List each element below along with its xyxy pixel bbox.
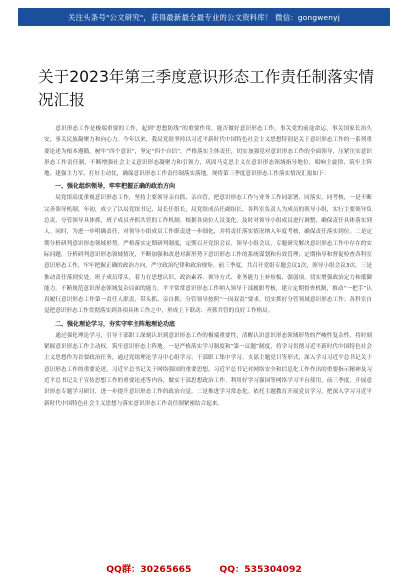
promo-banner xyxy=(18,8,390,26)
document-body xyxy=(44,124,372,410)
section-1-paragraph: 局党组高度重视意识形态工作，坚持主要领导亲自抓、亲自管，把意识形态工作与业务工作同部署、同落实、同考核，一是不断完善领导机制。年初，成立了以局党组书记、局长任组长，局党组成员任副组长，各科室负责人为成员的领导小组，实行主要领导负总责、分管领导具体抓，班子成员齐抓共管的工作机制。根据各岗位人员变化，及时对领导小组成员进行调整，确保责任具体落实到人。同时，为进一步明确责任，对领导小组成员工作职责进一步细化，并将责任落实情况纳入年度考核，确保责任落实到位。二是定期分析研判意识形态领域形势。严格落实定期研判制度，定期召开党组会议、领导小组会议，专题研究解决意识形态工作中存在的实际问题，分析研判意识形态领域情况，不断加强和改进对新形势下意识形态工作的系统谋划和有效管理；定期指导和督促检查各科室意识形态工作，牢牢把握正确的政治方向，严守政治纪律和政治规矩。前三季度，共召开党组专题会议1次，领导小组会议3次。三是推动责任落到实处。班子成员带头，着力在思想认识、政治素养、领导方式、业务能力上补短板、强弱项，切实增强政治定力和抵御能力。不断规范意识形态领域复杂局面的能力，平平常常意识形态工作纳入领导干部履职考核，建立定期督查机制，推动“一把手”认真履行意识形态工作第一责任人职责，带头抓、亲自抓；分管领导按照“一岗双责”要求，切实抓好分管领域意识形态工作；各科室自觉把意识形态工作贯彻落实到各项具体工作之中，形成上下联动、齐抓共管的良好工作格局。 xyxy=(44,195,372,315)
section-heading-1: 一、强化组织领导，牢牢把握正确的政治方向 xyxy=(55,183,176,191)
promo-banner-text: 关注头条号"公文研究"，获得最新最全最专业的公文资料库！ 微信：gongwenyj xyxy=(68,12,340,22)
intro-paragraph: 意识形态工作是极端重要的工作，起到“思想防线”的重要作用，能否做好意识形态工作，事关党的前途命运，事关国家长治久安，事关民族凝聚力和向心力。今年以来，我局党组坚持以习近平新时代中国特色社会主义思想特别是关于意识形态工作的一系列重要论述为根本遵循，树牢“四个意识”，坚定“四个自信”，严格落实主体责任，切实加强党对意识形态工作的全面领导，压紧压实意识形态工作责任制，不断增强社会主义意识形态凝聚力和引领力，巩固马克思主义在意识形态领域指导地位，唱响主旋律、筑牢主阵地、建强主力军、打好主动仗，确保意识形态工作责任制落实落地。现将第三季度意识形态工作落实情况汇报如下： xyxy=(44,126,372,178)
qq-number-text: QQ：535304092 xyxy=(219,564,302,575)
section-heading-2: 二、强化理论学习，夯实守牢主阵地理论功底 xyxy=(55,320,176,328)
qq-group-text: QQ群：30265665 xyxy=(106,564,192,575)
contact-footer xyxy=(0,560,408,576)
section-2-paragraph: 通过强化理论学习，引导干部职工深刻认识到意识形态工作的极端重要性，清醒认识意识形态领域形势的严峻性复杂性，将时刻紧握意识形态工作主动权，筑牢意识形态主阵地。一是严格落实学习制度和“第一议题”制度，将学习贯彻习近平新时代中国特色社会主义思想作为首要政治任务，通过党组理论学习中心组学习、干部职工集中学习、支部主题党日等形式，深入学习习近平总书记关于意识形态工作的重要论述，习近平总书记关于网络强国的重要思想、习近平总书记对网络安全和信息化工作作出的重要指示精神及习近平总书记关于宣传思想工作的重要论述等内容，做实干部思想政治工作。利用好学习强国等网络学习平台使用，前三季度，开展意识形态专题学习研讨，进一步提升意识形态工作的政治自觉。二是推进学习常态化。依托主题教育开展党员学习，把深入学习习近平新时代中国特色社会主义思想与落实意识形态工作责任制紧密结合起来。 xyxy=(44,332,372,407)
document-title: 关于2023年第三季度意识形态工作责任制落实情况汇报 xyxy=(38,68,374,109)
